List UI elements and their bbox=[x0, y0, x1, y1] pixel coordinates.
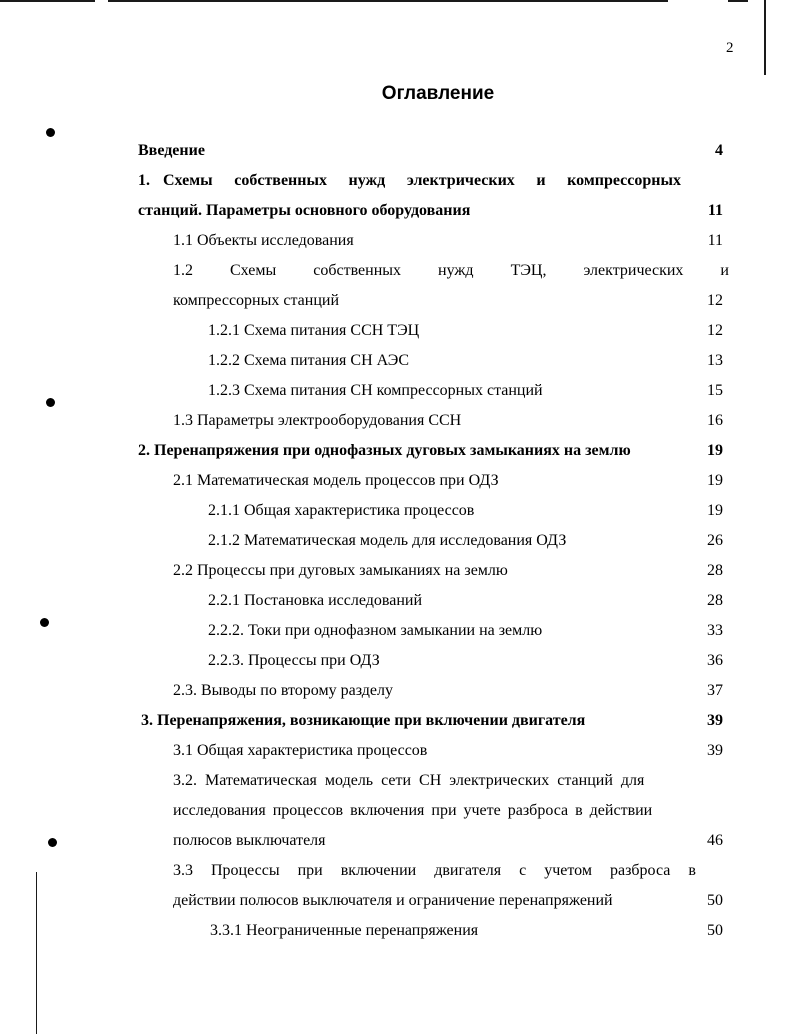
toc-entry: Введение bbox=[138, 142, 205, 159]
toc-entry: 3.3 Процессы при включении двигателя с учетом разброса в bbox=[173, 862, 696, 879]
toc-entry: 1.2.1 Схема питания ССН ТЭЦ bbox=[208, 322, 420, 339]
toc-page-number: 11 bbox=[707, 202, 723, 219]
toc-word: нужд bbox=[348, 172, 386, 189]
toc-entry-continuation: станций. Параметры основного оборудования bbox=[138, 202, 471, 219]
toc-word: компрессорных bbox=[567, 172, 681, 189]
toc-entry: 1.3 Параметры электрооборудования ССН bbox=[173, 412, 462, 429]
toc-page-number: 50 bbox=[707, 892, 723, 909]
toc-entry: 2.2 Процессы при дуговых замыканиях на землю bbox=[173, 562, 508, 579]
toc-page-number: 19 bbox=[707, 502, 723, 519]
toc-entry: 3.2. Математическая модель сети СН электрических станций для bbox=[173, 772, 645, 789]
toc-page-number: 36 bbox=[707, 652, 723, 669]
toc-page-number: 19 bbox=[707, 472, 723, 489]
toc-entry: 1.1 Объекты исследования bbox=[173, 232, 354, 249]
toc-page-number: 28 bbox=[707, 592, 723, 609]
toc-word: Схемы bbox=[163, 172, 213, 189]
toc-page-number: 37 bbox=[707, 682, 723, 699]
toc-entry: 2.2.3. Процессы при ОДЗ bbox=[208, 652, 380, 669]
toc-entry-continuation: компрессорных станций bbox=[173, 292, 339, 309]
toc-word: и bbox=[536, 172, 546, 189]
toc-page-number: 39 bbox=[707, 742, 723, 759]
page-title: Оглавление bbox=[381, 83, 495, 104]
toc-entry: 2. Перенапряжения при однофазных дуговых замыканиях на землю bbox=[138, 442, 631, 459]
toc-entry: 1.2.2 Схема питания СН АЭС bbox=[208, 352, 410, 369]
toc-page-number: 12 bbox=[707, 322, 723, 339]
toc-page-number: 26 bbox=[707, 532, 723, 549]
toc-word: электрических bbox=[406, 172, 515, 189]
toc-entry-text bbox=[163, 166, 681, 196]
toc-page-number: 16 bbox=[707, 412, 723, 429]
toc-page-number: 46 bbox=[707, 832, 723, 849]
toc-page-number: 12 bbox=[707, 292, 723, 309]
toc-entry bbox=[138, 166, 681, 196]
toc-page-number: 33 bbox=[707, 622, 723, 639]
toc-entry: 2.2.1 Постановка исследований bbox=[208, 592, 423, 609]
toc-entry: 2.3. Выводы по второму разделу bbox=[173, 682, 393, 699]
toc-entry: 2.1.1 Общая характеристика процессов bbox=[208, 502, 475, 519]
toc-entry-number: 1. bbox=[138, 172, 150, 189]
toc-page-number: 4 bbox=[715, 142, 723, 159]
toc-page-number: 15 bbox=[707, 382, 723, 399]
toc-page-number: 19 bbox=[707, 442, 723, 459]
toc-entry-continuation: исследования процессов включения при учете разброса в действии bbox=[173, 802, 653, 819]
toc-entry: 2.2.2. Токи при однофазном замыкании на землю bbox=[208, 622, 543, 639]
toc-page-number: 50 bbox=[707, 922, 723, 939]
toc-entry: 3. Перенапряжения, возникающие при включении двигателя bbox=[141, 712, 586, 729]
toc-entry: 3.1 Общая характеристика процессов bbox=[173, 742, 428, 759]
toc-page-number: 11 bbox=[707, 232, 723, 249]
toc-entry: 2.1.2 Математическая модель для исследования ОДЗ bbox=[208, 532, 567, 549]
toc-page-number: 13 bbox=[707, 352, 723, 369]
toc-entry-continuation: полюсов выключателя bbox=[173, 832, 326, 849]
toc-page-number: 39 bbox=[707, 712, 723, 729]
toc-entry: 1.2 Схемы собственных нужд ТЭЦ, электрических и bbox=[173, 262, 729, 279]
toc-entry: 1.2.3 Схема питания СН компрессорных станций bbox=[208, 382, 543, 399]
toc-entry: 2.1 Математическая модель процессов при ОДЗ bbox=[173, 472, 499, 489]
toc-word: собственных bbox=[234, 172, 327, 189]
toc-page-number: 28 bbox=[707, 562, 723, 579]
toc-entry: 3.3.1 Неограниченные перенапряжения bbox=[210, 922, 479, 939]
toc-entry-continuation: действии полюсов выключателя и ограничение перенапряжений bbox=[173, 892, 613, 909]
page-number: 2 bbox=[726, 40, 734, 56]
